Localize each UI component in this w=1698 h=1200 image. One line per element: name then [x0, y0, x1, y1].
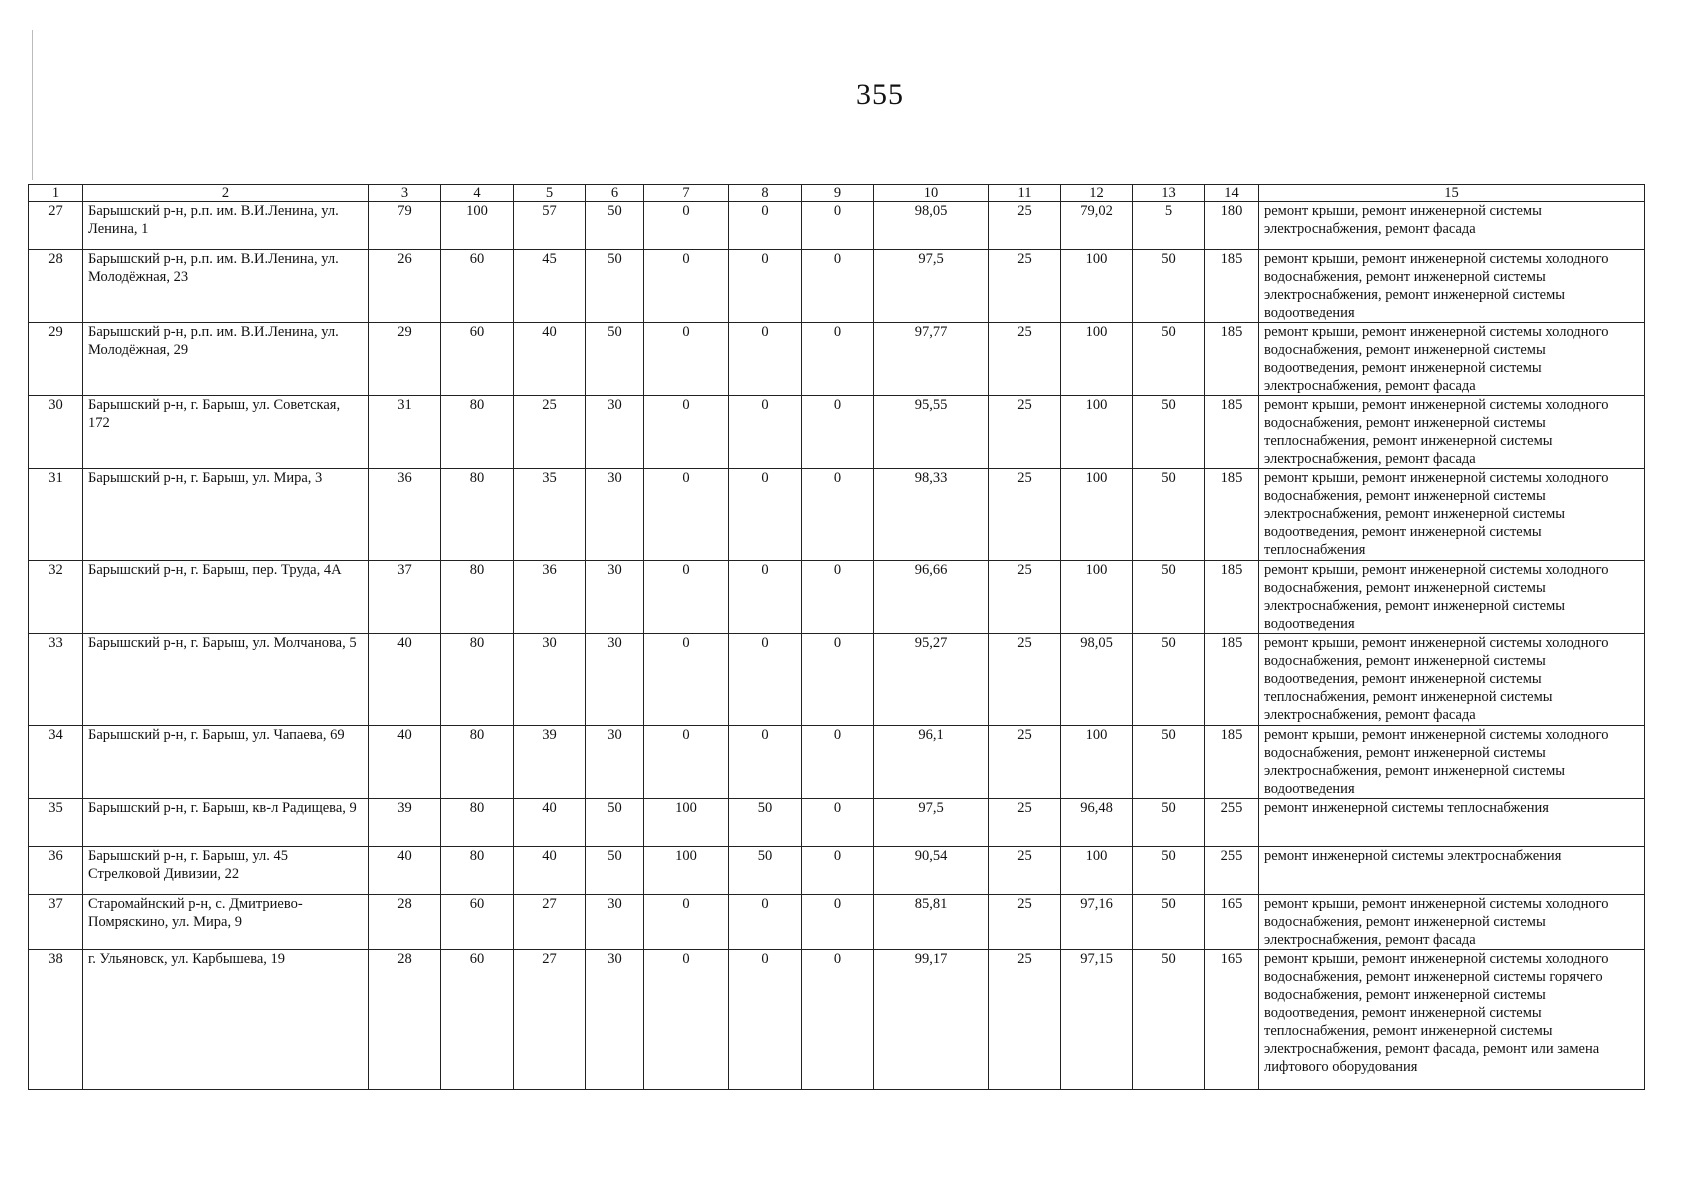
value-cell: 50 [1133, 950, 1205, 1090]
value-cell: 100 [1061, 561, 1133, 634]
value-cell: 96,66 [874, 561, 989, 634]
column-header: 12 [1061, 185, 1133, 202]
value-cell: 50 [1133, 847, 1205, 895]
table-row [29, 895, 1645, 950]
value-cell: 90,54 [874, 847, 989, 895]
address-cell: Барышский р-н, г. Барыш, ул. Мира, 3 [83, 469, 369, 561]
value-cell: 0 [729, 561, 802, 634]
value-cell: 25 [989, 634, 1061, 726]
value-cell: 50 [729, 799, 802, 847]
row-number-cell: 36 [29, 847, 83, 895]
value-cell: 0 [729, 726, 802, 799]
value-cell: 40 [369, 634, 441, 726]
value-cell: 0 [644, 469, 729, 561]
value-cell: 39 [369, 799, 441, 847]
value-cell: 50 [1133, 799, 1205, 847]
value-cell: 30 [586, 396, 644, 469]
value-cell: 0 [802, 323, 874, 396]
table-row [29, 202, 1645, 250]
value-cell: 165 [1205, 895, 1259, 950]
value-cell: 97,16 [1061, 895, 1133, 950]
table-row [29, 323, 1645, 396]
value-cell: 40 [514, 323, 586, 396]
column-header: 9 [802, 185, 874, 202]
value-cell: 50 [1133, 323, 1205, 396]
value-cell: 79 [369, 202, 441, 250]
table-row [29, 469, 1645, 561]
value-cell: 185 [1205, 726, 1259, 799]
value-cell: 30 [586, 561, 644, 634]
works-cell: ремонт крыши, ремонт инженерной системы холодного водоснабжения, ремонт инженерной системы водоотведения, ремонт инженерной системы электроснабжения, ремонт фасада [1259, 323, 1645, 396]
value-cell: 99,17 [874, 950, 989, 1090]
value-cell: 96,48 [1061, 799, 1133, 847]
column-header: 5 [514, 185, 586, 202]
column-header: 10 [874, 185, 989, 202]
value-cell: 0 [644, 202, 729, 250]
value-cell: 80 [441, 799, 514, 847]
value-cell: 36 [369, 469, 441, 561]
value-cell: 50 [1133, 895, 1205, 950]
address-cell: Барышский р-н, г. Барыш, ул. Советская, 172 [83, 396, 369, 469]
row-number-cell: 37 [29, 895, 83, 950]
value-cell: 97,77 [874, 323, 989, 396]
address-cell: г. Ульяновск, ул. Карбышева, 19 [83, 950, 369, 1090]
value-cell: 50 [586, 250, 644, 323]
value-cell: 50 [1133, 396, 1205, 469]
value-cell: 80 [441, 847, 514, 895]
value-cell: 26 [369, 250, 441, 323]
value-cell: 25 [989, 726, 1061, 799]
value-cell: 25 [989, 469, 1061, 561]
works-cell: ремонт инженерной системы теплоснабжения [1259, 799, 1645, 847]
value-cell: 85,81 [874, 895, 989, 950]
value-cell: 25 [514, 396, 586, 469]
value-cell: 0 [802, 250, 874, 323]
value-cell: 95,27 [874, 634, 989, 726]
value-cell: 25 [989, 396, 1061, 469]
value-cell: 0 [802, 950, 874, 1090]
value-cell: 30 [586, 726, 644, 799]
value-cell: 100 [1061, 726, 1133, 799]
value-cell: 0 [802, 799, 874, 847]
value-cell: 0 [644, 250, 729, 323]
value-cell: 0 [802, 895, 874, 950]
row-number-cell: 28 [29, 250, 83, 323]
value-cell: 0 [802, 202, 874, 250]
value-cell: 35 [514, 469, 586, 561]
value-cell: 5 [1133, 202, 1205, 250]
value-cell: 25 [989, 895, 1061, 950]
row-number-cell: 32 [29, 561, 83, 634]
value-cell: 100 [1061, 396, 1133, 469]
value-cell: 185 [1205, 250, 1259, 323]
value-cell: 100 [644, 847, 729, 895]
table-row [29, 950, 1645, 1090]
value-cell: 165 [1205, 950, 1259, 1090]
column-header: 13 [1133, 185, 1205, 202]
address-cell: Барышский р-н, г. Барыш, ул. 45 Стрелковой Дивизии, 22 [83, 847, 369, 895]
value-cell: 30 [586, 634, 644, 726]
value-cell: 25 [989, 202, 1061, 250]
value-cell: 30 [586, 895, 644, 950]
value-cell: 0 [802, 634, 874, 726]
works-cell: ремонт инженерной системы электроснабжения [1259, 847, 1645, 895]
table-row [29, 847, 1645, 895]
value-cell: 0 [644, 950, 729, 1090]
column-header: 14 [1205, 185, 1259, 202]
column-header: 7 [644, 185, 729, 202]
value-cell: 98,05 [874, 202, 989, 250]
value-cell: 60 [441, 895, 514, 950]
address-cell: Барышский р-н, р.п. им. В.И.Ленина, ул. Ленина, 1 [83, 202, 369, 250]
value-cell: 50 [1133, 634, 1205, 726]
value-cell: 0 [729, 950, 802, 1090]
address-cell: Барышский р-н, р.п. им. В.И.Ленина, ул. Молодёжная, 23 [83, 250, 369, 323]
value-cell: 0 [729, 469, 802, 561]
value-cell: 30 [514, 634, 586, 726]
value-cell: 36 [514, 561, 586, 634]
value-cell: 80 [441, 396, 514, 469]
value-cell: 0 [644, 634, 729, 726]
value-cell: 39 [514, 726, 586, 799]
value-cell: 60 [441, 323, 514, 396]
works-cell: ремонт крыши, ремонт инженерной системы холодного водоснабжения, ремонт инженерной системы электроснабжения, ремонт инженерной системы водоотведения [1259, 250, 1645, 323]
page-number: 355 [856, 78, 904, 111]
value-cell: 185 [1205, 396, 1259, 469]
address-cell: Барышский р-н, р.п. им. В.И.Ленина, ул. Молодёжная, 29 [83, 323, 369, 396]
value-cell: 180 [1205, 202, 1259, 250]
value-cell: 185 [1205, 469, 1259, 561]
value-cell: 0 [729, 634, 802, 726]
value-cell: 50 [1133, 250, 1205, 323]
table-row [29, 561, 1645, 634]
value-cell: 31 [369, 396, 441, 469]
value-cell: 79,02 [1061, 202, 1133, 250]
value-cell: 80 [441, 469, 514, 561]
value-cell: 0 [802, 469, 874, 561]
column-header: 6 [586, 185, 644, 202]
value-cell: 30 [586, 469, 644, 561]
column-header: 3 [369, 185, 441, 202]
column-header: 15 [1259, 185, 1645, 202]
value-cell: 80 [441, 634, 514, 726]
works-cell: ремонт крыши, ремонт инженерной системы холодного водоснабжения, ремонт инженерной системы теплоснабжения, ремонт инженерной системы электроснабжения, ремонт фасада [1259, 396, 1645, 469]
value-cell: 0 [729, 250, 802, 323]
value-cell: 0 [729, 202, 802, 250]
works-cell: ремонт крыши, ремонт инженерной системы холодного водоснабжения, ремонт инженерной системы водоотведения, ремонт инженерной системы теплоснабжения, ремонт инженерной системы электроснабжения, ремонт фасада [1259, 634, 1645, 726]
value-cell: 50 [1133, 561, 1205, 634]
table-row [29, 726, 1645, 799]
value-cell: 100 [1061, 250, 1133, 323]
value-cell: 255 [1205, 799, 1259, 847]
value-cell: 25 [989, 847, 1061, 895]
row-number-cell: 31 [29, 469, 83, 561]
value-cell: 30 [586, 950, 644, 1090]
value-cell: 60 [441, 250, 514, 323]
value-cell: 50 [586, 202, 644, 250]
value-cell: 185 [1205, 323, 1259, 396]
value-cell: 0 [644, 726, 729, 799]
value-cell: 98,05 [1061, 634, 1133, 726]
value-cell: 25 [989, 561, 1061, 634]
value-cell: 25 [989, 950, 1061, 1090]
value-cell: 100 [1061, 847, 1133, 895]
value-cell: 60 [441, 950, 514, 1090]
table-row [29, 396, 1645, 469]
value-cell: 0 [644, 895, 729, 950]
header-row [29, 185, 1645, 202]
table-row [29, 634, 1645, 726]
works-cell: ремонт крыши, ремонт инженерной системы холодного водоснабжения, ремонт инженерной системы электроснабжения, ремонт фасада [1259, 895, 1645, 950]
value-cell: 40 [514, 799, 586, 847]
value-cell: 96,1 [874, 726, 989, 799]
data-table [28, 184, 1645, 1090]
value-cell: 45 [514, 250, 586, 323]
value-cell: 0 [729, 323, 802, 396]
address-cell: Барышский р-н, г. Барыш, ул. Молчанова, 5 [83, 634, 369, 726]
value-cell: 0 [802, 847, 874, 895]
value-cell: 28 [369, 895, 441, 950]
value-cell: 37 [369, 561, 441, 634]
value-cell: 185 [1205, 634, 1259, 726]
table-row [29, 799, 1645, 847]
column-header: 1 [29, 185, 83, 202]
address-cell: Барышский р-н, г. Барыш, ул. Чапаева, 69 [83, 726, 369, 799]
value-cell: 98,33 [874, 469, 989, 561]
value-cell: 255 [1205, 847, 1259, 895]
row-number-cell: 30 [29, 396, 83, 469]
value-cell: 0 [802, 396, 874, 469]
value-cell: 50 [1133, 726, 1205, 799]
value-cell: 28 [369, 950, 441, 1090]
row-number-cell: 27 [29, 202, 83, 250]
value-cell: 50 [1133, 469, 1205, 561]
value-cell: 0 [729, 895, 802, 950]
table-row [29, 250, 1645, 323]
value-cell: 100 [644, 799, 729, 847]
works-cell: ремонт крыши, ремонт инженерной системы холодного водоснабжения, ремонт инженерной системы электроснабжения, ремонт инженерной системы водоотведения, ремонт инженерной системы теплоснабжения [1259, 469, 1645, 561]
value-cell: 80 [441, 726, 514, 799]
value-cell: 80 [441, 561, 514, 634]
value-cell: 50 [586, 799, 644, 847]
value-cell: 50 [586, 847, 644, 895]
works-cell: ремонт крыши, ремонт инженерной системы холодного водоснабжения, ремонт инженерной системы электроснабжения, ремонт инженерной системы водоотведения [1259, 561, 1645, 634]
value-cell: 0 [644, 396, 729, 469]
value-cell: 185 [1205, 561, 1259, 634]
address-cell: Барышский р-н, г. Барыш, кв-л Радищева, 9 [83, 799, 369, 847]
value-cell: 27 [514, 950, 586, 1090]
value-cell: 40 [514, 847, 586, 895]
value-cell: 27 [514, 895, 586, 950]
value-cell: 95,55 [874, 396, 989, 469]
value-cell: 97,5 [874, 799, 989, 847]
address-cell: Старомайнский р-н, с. Дмитриево-Помряскино, ул. Мира, 9 [83, 895, 369, 950]
value-cell: 57 [514, 202, 586, 250]
row-number-cell: 29 [29, 323, 83, 396]
row-number-cell: 33 [29, 634, 83, 726]
value-cell: 50 [729, 847, 802, 895]
address-cell: Барышский р-н, г. Барыш, пер. Труда, 4А [83, 561, 369, 634]
works-cell: ремонт крыши, ремонт инженерной системы холодного водоснабжения, ремонт инженерной системы электроснабжения, ремонт инженерной системы водоотведения [1259, 726, 1645, 799]
value-cell: 50 [586, 323, 644, 396]
value-cell: 97,15 [1061, 950, 1133, 1090]
value-cell: 0 [644, 561, 729, 634]
column-header: 8 [729, 185, 802, 202]
value-cell: 29 [369, 323, 441, 396]
row-number-cell: 38 [29, 950, 83, 1090]
value-cell: 100 [1061, 469, 1133, 561]
value-cell: 97,5 [874, 250, 989, 323]
row-number-cell: 35 [29, 799, 83, 847]
value-cell: 0 [644, 323, 729, 396]
column-header: 11 [989, 185, 1061, 202]
value-cell: 25 [989, 799, 1061, 847]
row-number-cell: 34 [29, 726, 83, 799]
value-cell: 40 [369, 847, 441, 895]
column-header: 2 [83, 185, 369, 202]
value-cell: 0 [802, 726, 874, 799]
value-cell: 40 [369, 726, 441, 799]
value-cell: 100 [1061, 323, 1133, 396]
value-cell: 100 [441, 202, 514, 250]
works-cell: ремонт крыши, ремонт инженерной системы электроснабжения, ремонт фасада [1259, 202, 1645, 250]
value-cell: 25 [989, 323, 1061, 396]
works-cell: ремонт крыши, ремонт инженерной системы холодного водоснабжения, ремонт инженерной системы горячего водоснабжения, ремонт инженерной системы водоотведения, ремонт инженерной системы теплоснабжения, ремонт инженерной системы электроснабжения, ремонт фасада, ремонт или замена лифтового оборудования [1259, 950, 1645, 1090]
value-cell: 0 [802, 561, 874, 634]
value-cell: 0 [729, 396, 802, 469]
column-header: 4 [441, 185, 514, 202]
value-cell: 25 [989, 250, 1061, 323]
